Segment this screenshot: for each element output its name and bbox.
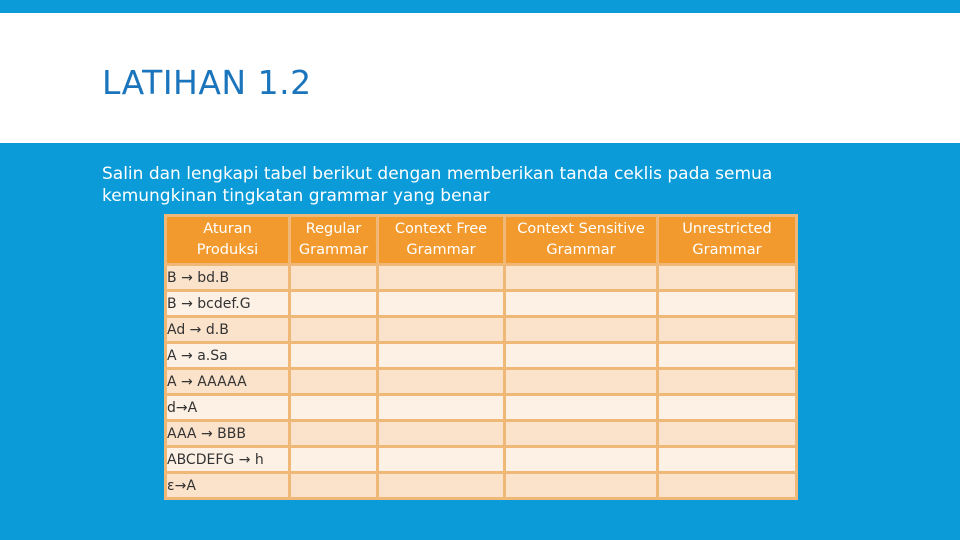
arrow-icon: → <box>238 451 251 468</box>
rule-lhs: d <box>167 399 176 416</box>
table-row <box>166 317 797 343</box>
arrow-icon: → <box>200 425 213 442</box>
arrow-icon: → <box>175 399 188 416</box>
title-band <box>0 13 960 143</box>
unrestricted-check-cell[interactable] <box>658 447 797 473</box>
table-row <box>166 265 797 291</box>
arrow-icon: → <box>181 373 193 390</box>
context-free-check-cell[interactable] <box>378 447 505 473</box>
rule-rhs: h <box>254 451 264 468</box>
context-free-check-cell[interactable] <box>378 395 505 421</box>
header-context-sensitive-grammar <box>505 216 658 265</box>
header-text: Regular <box>305 221 362 237</box>
header-text: Grammar <box>406 242 476 258</box>
header-context-free-grammar <box>378 216 505 265</box>
slide-title: LATIHAN 1.2 <box>102 63 312 102</box>
header-text: Grammar <box>546 242 616 258</box>
context-sensitive-check-cell[interactable] <box>505 317 658 343</box>
header-text: Grammar <box>298 242 369 258</box>
header-unrestricted-grammar <box>658 216 797 265</box>
rule-lhs: AAA <box>167 425 197 442</box>
production-rule-cell <box>166 291 290 317</box>
table-row <box>166 473 797 499</box>
regular-check-cell[interactable] <box>290 343 378 369</box>
rule-rhs: A <box>186 477 196 494</box>
header-text: Produksi <box>196 242 259 258</box>
context-sensitive-check-cell[interactable] <box>505 395 658 421</box>
table-row <box>166 369 797 395</box>
rule-rhs: bcdef.G <box>197 295 251 312</box>
top-accent-strip <box>0 0 960 13</box>
header-text: Grammar <box>692 242 762 258</box>
rule-rhs: A <box>187 399 198 416</box>
rule-rhs: BBB <box>217 425 246 442</box>
header-text: Unrestricted <box>682 221 772 237</box>
arrow-icon: → <box>181 347 193 364</box>
production-rule-cell <box>166 421 290 447</box>
context-sensitive-check-cell[interactable] <box>505 421 658 447</box>
context-free-check-cell[interactable] <box>378 369 505 395</box>
arrow-icon: → <box>189 321 202 338</box>
context-sensitive-check-cell[interactable] <box>505 265 658 291</box>
production-rule-cell <box>166 343 290 369</box>
rule-lhs: ABCDEFG <box>167 451 235 468</box>
regular-check-cell[interactable] <box>290 447 378 473</box>
regular-check-cell[interactable] <box>290 291 378 317</box>
rule-lhs: B <box>167 295 177 312</box>
context-sensitive-check-cell[interactable] <box>505 343 658 369</box>
unrestricted-check-cell[interactable] <box>658 473 797 499</box>
context-sensitive-check-cell[interactable] <box>505 473 658 499</box>
rule-lhs: B <box>167 269 177 286</box>
unrestricted-check-cell[interactable] <box>658 291 797 317</box>
header-text: Aturan <box>203 221 252 237</box>
rule-lhs: Ad <box>167 321 186 338</box>
rule-rhs: bd.B <box>197 269 230 286</box>
rule-rhs: d.B <box>205 321 229 338</box>
context-free-check-cell[interactable] <box>378 317 505 343</box>
production-rule-cell <box>166 369 290 395</box>
unrestricted-check-cell[interactable] <box>658 343 797 369</box>
unrestricted-check-cell[interactable] <box>658 317 797 343</box>
rule-rhs: a.Sa <box>197 347 228 364</box>
regular-check-cell[interactable] <box>290 369 378 395</box>
regular-check-cell[interactable] <box>290 473 378 499</box>
context-sensitive-check-cell[interactable] <box>505 291 658 317</box>
context-free-check-cell[interactable] <box>378 473 505 499</box>
table-row <box>166 291 797 317</box>
context-free-check-cell[interactable] <box>378 265 505 291</box>
header-regular-grammar <box>290 216 378 265</box>
context-sensitive-check-cell[interactable] <box>505 447 658 473</box>
grammar-table <box>164 214 798 500</box>
context-free-check-cell[interactable] <box>378 291 505 317</box>
table-row <box>166 343 797 369</box>
unrestricted-check-cell[interactable] <box>658 369 797 395</box>
header-aturan-produksi <box>166 216 290 265</box>
context-free-check-cell[interactable] <box>378 343 505 369</box>
regular-check-cell[interactable] <box>290 395 378 421</box>
rule-rhs: AAAAA <box>197 373 247 390</box>
production-rule-cell <box>166 317 290 343</box>
production-rule-cell <box>166 447 290 473</box>
regular-check-cell[interactable] <box>290 265 378 291</box>
header-text: Context Free <box>394 221 488 237</box>
arrow-icon: → <box>181 295 193 312</box>
slide-instruction: Salin dan lengkapi tabel berikut dengan memberikan tanda ceklis pada semua kemungkinan tingkatan grammar yang benar <box>102 164 773 206</box>
production-rule-cell <box>166 395 290 421</box>
table-row <box>166 395 797 421</box>
rule-lhs: ε <box>167 477 175 494</box>
regular-check-cell[interactable] <box>290 421 378 447</box>
unrestricted-check-cell[interactable] <box>658 421 797 447</box>
table-row <box>166 447 797 473</box>
rule-lhs: A <box>167 347 177 364</box>
arrow-icon: → <box>181 269 193 286</box>
table-row <box>166 421 797 447</box>
unrestricted-check-cell[interactable] <box>658 265 797 291</box>
arrow-icon: → <box>174 477 187 494</box>
regular-check-cell[interactable] <box>290 317 378 343</box>
table-header-row <box>166 216 797 265</box>
rule-lhs: A <box>167 373 177 390</box>
unrestricted-check-cell[interactable] <box>658 395 797 421</box>
header-text: Context Sensitive <box>517 221 645 237</box>
context-sensitive-check-cell[interactable] <box>505 369 658 395</box>
context-free-check-cell[interactable] <box>378 421 505 447</box>
production-rule-cell <box>166 265 290 291</box>
production-rule-cell <box>166 473 290 499</box>
